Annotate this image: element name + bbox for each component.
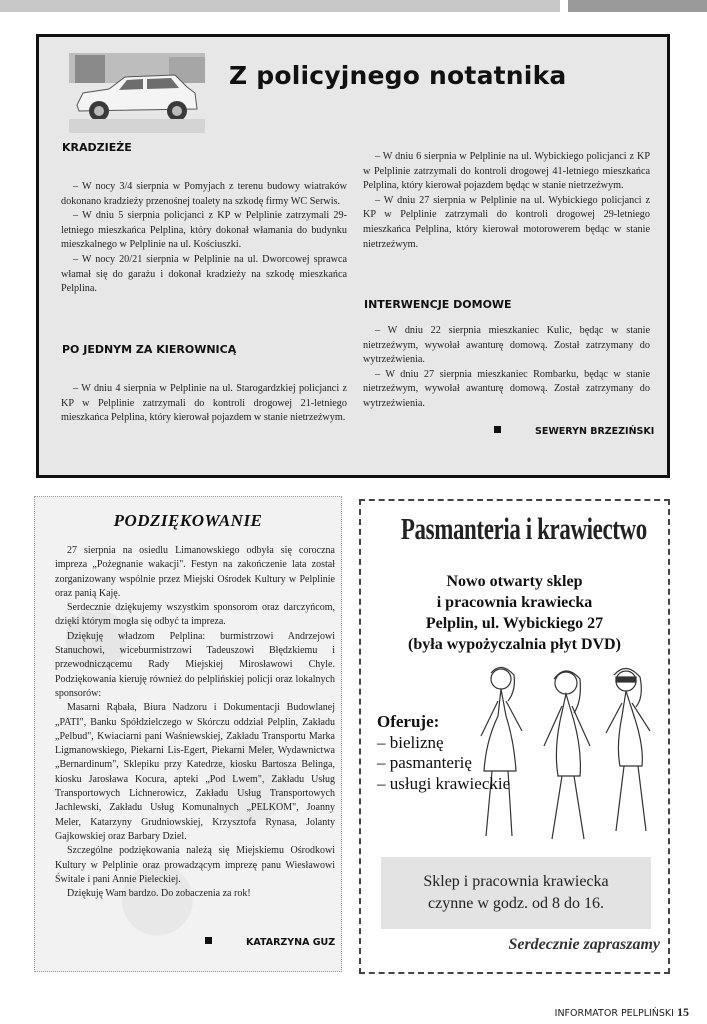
section-heading-kierownica: PO JEDNYM ZA KIEROWNICĄ	[62, 343, 237, 356]
paragraph: – W dniu 6 sierpnia w Pelplinie na ul. Wybickiego policjanci z KP w Pelplinie zatrzymali do kontroli drogowej 41-letniego mieszkańca Pelplina, który kierował pojazdem będąc w stanie nietrzeźwym.	[363, 151, 650, 192]
car-photo	[69, 53, 205, 133]
paragraph: Serdecznie dziękujemy wszystkim sponsorom oraz darczyńcom, dzięki którym mogła się odbyć ta impreza.	[55, 602, 335, 628]
thanks-text	[55, 544, 335, 901]
offer-item: – usługi krawieckie	[377, 773, 511, 793]
author-byline	[494, 426, 654, 437]
paragraph: 27 sierpnia na osiedlu Limanowskiego odbyła się coroczna impreza „Pożegnanie wakacji". Festyn na zakończenie lata został zorganizowany wspólnie przez Miejski Ośrodek Kultury w Pelplinie oraz panią Kaję.	[55, 545, 335, 599]
top-bar-accent	[568, 0, 707, 12]
paragraph: – W dniu 27 sierpnia mieszkaniec Rombarku, będąc w stanie nietrzeźwym, wywołał awanturę domową. Został zatrzymany do wytrzeźwienia.	[363, 368, 650, 409]
ad-info	[361, 571, 668, 655]
page-footer	[555, 1005, 689, 1020]
section-heading-kradzieze: KRADZIEŻE	[62, 141, 132, 154]
ad-line: Nowo otwarty sklep	[446, 573, 583, 590]
paragraph: – W dniu 4 sierpnia w Pelplinie na ul. Starogardzkiej policjanci z KP w Pelplinie zatrzymali do kontroli drogowej 21-letniego mieszkańca Pelplina, który kierował pojazdem w stanie nietrzeźwym.	[61, 383, 347, 424]
interwencje-text	[363, 324, 650, 412]
article-title: Z policyjnego notatnika	[229, 61, 567, 90]
author-name: KATARZYNA GUZ	[246, 937, 336, 948]
offer-heading: Oferuje:	[377, 712, 440, 731]
ad-line: (była wypożyczalnia płyt DVD)	[408, 636, 621, 653]
magazine-name: INFORMATOR PELPLIŃSKI	[554, 1008, 674, 1019]
ad-title: Pasmanteria i krawiectwo	[400, 511, 647, 546]
hours-line: czynne w godz. od 8 do 16.	[428, 895, 604, 912]
paragraph: – W dniu 27 sierpnia w Pelplinie na ul. Wybickiego policjanci z KP w Pelplinie zatrzymali do kontroli drogowej 29-letniego mieszkańca Pelplina, który kierował motorowerem będąc w stanie nietrzeźwym.	[363, 194, 650, 250]
ad-line: i pracownia krawiecka	[436, 594, 593, 611]
ad-line: Pelplin, ul. Wybickiego 27	[425, 615, 604, 632]
author-name: SEWERYN BRZEZIŃSKI	[535, 426, 655, 437]
opening-hours-box	[381, 857, 651, 929]
top-bar	[0, 0, 560, 12]
square-bullet-icon	[494, 426, 501, 433]
police-notes-box	[36, 34, 670, 478]
paragraph: Masarni Rąbała, Biura Nadzoru i Dokumentacji Budowlanej „PATI", Banku Spółdzielczego w Skórczu oddział Pelplin, Zakładu „Pelbud", Kwiaciarni pani Waśniewskiej, Zakładu Transportu Marka Ligmanowskiego, Piekarni Lis-Egert, Piekarni Meler, Wydawnictwa „Bernardinum", Sklepiku przy Katedrze, kiosku Bartosza Belinga, kiosku Jarosława Kocura, apteki „Pod Lwem", Zakładu Usług Transportowych Lichnerowicz, Zakładu Usług Transportowych Jachlewski, Zakładu Usług Komunalnych „PELKOM", Joanny Meler, Katarzyny Grudniowskiej, Krzysztofa Rynasa, Jolanty Gajkowskiej oraz Barbary Dziel.	[55, 702, 335, 842]
author-byline	[205, 937, 335, 948]
welcome-text: Serdecznie zapraszamy	[508, 936, 660, 953]
offer-item: – bieliznę	[377, 732, 444, 752]
paragraph: Dziękuję władzom Pelplina: burmistrzowi Andrzejowi Stanuchowi, wiceburmistrzowi Tadeuszowi Błędzkiemu i przewodniczącemu Rady Miejskiej Mirosławowi Chyle. Podziękowania kieruję również do pelplińskiej policji oraz lokalnych sponsorów:	[55, 630, 335, 699]
offer-list	[377, 712, 510, 794]
paragraph: – W dniu 22 sierpnia mieszkaniec Kulic, będąc w stanie nietrzeźwym, wywołał awanturę domową. Został zatrzymany do wytrzeźwienia.	[363, 325, 650, 366]
square-bullet-icon	[205, 937, 212, 944]
advertisement-box	[359, 499, 670, 974]
kierownica-text	[61, 382, 347, 426]
page-number: 15	[677, 1005, 689, 1019]
offer-item: – pasmanterię	[377, 753, 472, 772]
kradzieze-text	[61, 180, 347, 297]
paragraph: Dziękuję Wam bardzo. Do zobaczenia za rok!	[67, 888, 251, 900]
thanks-box	[34, 496, 342, 972]
paragraph: Szczególne podziękowania należą się Miejskiemu Ośrodkowi Kultury w Pelplinie oraz prowadzącym imprezę panu Wiesławowi Świtale i pani Annie Pieleckiej.	[55, 845, 335, 885]
section-heading-interwencje: INTERWENCJE DOMOWE	[364, 298, 512, 311]
right-column-text	[363, 150, 650, 252]
paragraph: – W dniu 5 sierpnia policjanci z KP w Pelplinie zatrzymali 29-letniego mieszkańca Pelplina, który dokonał włamania do budynku mieszkalnego w Pelplinie na ul. Kościuszki.	[61, 210, 347, 251]
hours-line: Sklep i pracownia krawiecka	[423, 873, 609, 890]
thanks-title: PODZIĘKOWANIE	[113, 511, 263, 530]
paragraph: – W nocy 20/21 sierpnia w Pelplinie na ul. Dworcowej sprawca włamał się do garażu i dokonał kradzieży na szkodę mieszkańca Pelplina.	[61, 253, 347, 295]
paragraph: – W nocy 3/4 sierpnia w Pomyjach z terenu budowy wiatraków dokonano kradzieży przenośnej toalety na szkodę firmy WC Serwis.	[61, 181, 347, 207]
